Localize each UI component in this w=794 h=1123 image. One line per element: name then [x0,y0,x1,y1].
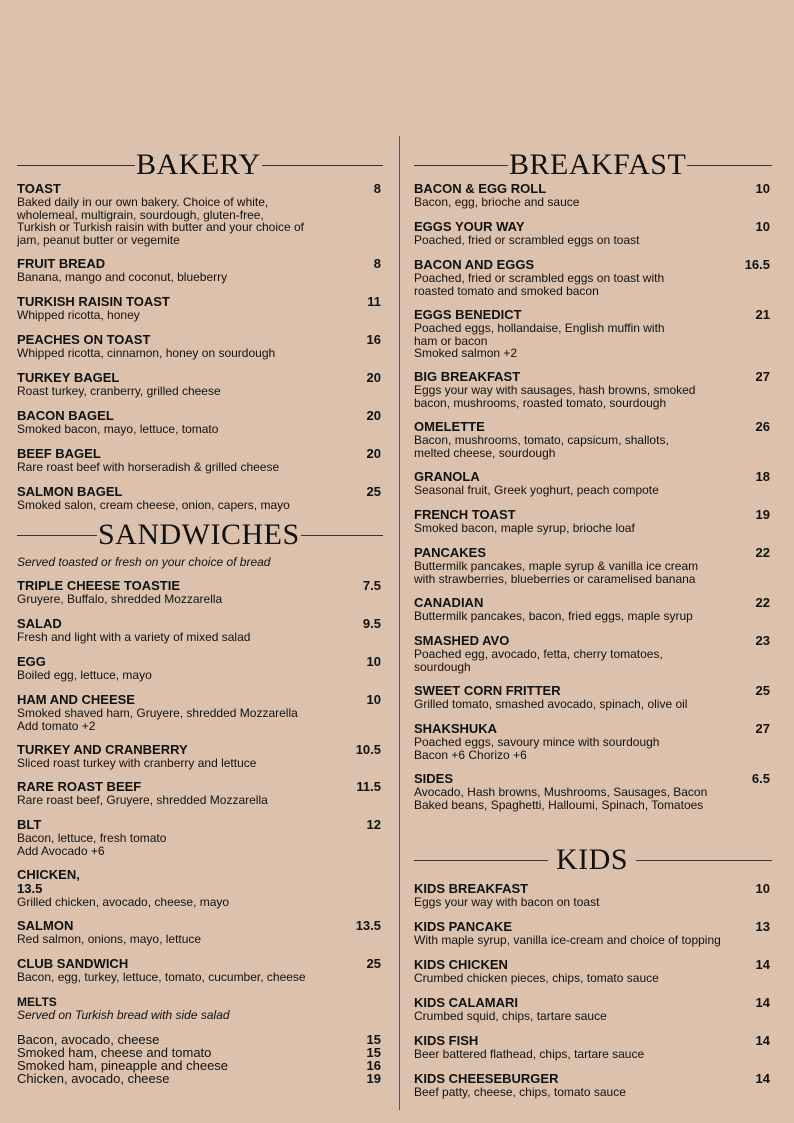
item-description: Sliced roast turkey with cranberry and lettuce [17,756,257,770]
kids-item [414,1072,772,1099]
bakery-item [17,333,383,360]
item-description: Gruyere, Buffalo, shredded Mozzarella [17,592,223,606]
item-description: Beer battered flathead, chips, tartare sauce [414,1047,645,1061]
breakfast-item [414,772,772,811]
item-price: 22 [755,545,770,560]
item-name: TURKEY BAGEL [17,370,120,385]
item-description: Buttermilk pancakes, bacon, fried eggs, maple syrup [414,609,693,623]
item-name: TRIPLE CHEESE TOASTIE [17,578,181,593]
item-description: Poached, fried or scrambled eggs on toast [414,233,640,247]
kids-item [414,1034,772,1061]
item-price: 25 [366,956,381,971]
bakery-item [17,485,383,512]
breakfast-item [414,370,772,409]
item-name: KIDS CALAMARI [414,995,518,1010]
breakfast-item [414,220,772,247]
item-price: 10 [755,181,770,196]
item-name: BIG BREAKFAST [414,369,521,384]
sandwich-item [17,868,383,909]
item-price: 27 [755,369,770,384]
item-name: KIDS CHEESEBURGER [414,1071,559,1086]
item-name: BLT [17,817,42,832]
item-price: 16.5 [744,257,770,272]
item-name: TOAST [17,181,61,196]
item-name: BEEF BAGEL [17,446,101,461]
item-description: Whipped ricotta, honey [17,308,140,322]
melt-name: Bacon, avocado, cheese [17,1032,160,1047]
item-description: Red salmon, onions, mayo, lettuce [17,932,202,946]
item-description: Roast turkey, cranberry, grilled cheese [17,384,221,398]
item-name: SWEET CORN FRITTER [414,683,561,698]
item-description: Boiled egg, lettuce, mayo [17,668,152,682]
item-name: SHAKSHUKA [414,721,498,736]
item-name: CLUB SANDWICH [17,956,129,971]
item-price: 14 [755,957,770,972]
item-price: 23 [755,633,770,648]
item-description: Seasonal fruit, Greek yoghurt, peach compote [414,483,659,497]
item-price: 6.5 [751,771,770,786]
melt-name: Smoked ham, pineapple and cheese [17,1058,229,1073]
breakfast-item [414,308,772,360]
item-price: 7.5 [362,578,381,593]
item-description: Banana, mango and coconut, blueberry [17,270,228,284]
item-name: BACON BAGEL [17,408,114,423]
item-name: TURKISH RAISIN TOAST [17,294,170,309]
item-price: 9.5 [362,616,381,631]
item-name: SALMON [17,918,74,933]
item-description: Beef patty, cheese, chips, tomato sauce [414,1085,626,1099]
item-name: EGGS YOUR WAY [414,219,525,234]
item-price: 21 [755,307,770,322]
kids-item [414,920,772,947]
item-description: Smoked bacon, mayo, lettuce, tomato [17,422,219,436]
kids-heading: KIDS [414,845,772,875]
bakery-item [17,182,383,246]
melts-section [17,995,383,1022]
item-description: Poached eggs, hollandaise, English muffin with ham or bacon Smoked salmon +2 [414,321,665,360]
melts-subtitle: Served on Turkish bread with side salad [17,1008,230,1022]
item-name: EGG [17,654,46,669]
item-name: SMASHED AVO [414,633,510,648]
melt-price: 16 [366,1058,381,1073]
melt-price: 19 [366,1071,381,1086]
melt-items [17,1033,383,1085]
sandwiches-subtitle: Served toasted or fresh on your choice of bread [17,555,271,569]
item-name: CHICKEN, 13.5 [17,867,80,896]
melt-item [17,1072,383,1085]
item-name: SIDES [414,771,454,786]
item-name: KIDS BREAKFAST [414,881,529,896]
item-price: 20 [366,370,381,385]
sandwich-item [17,957,383,984]
breakfast-item [414,722,772,761]
kids-item [414,882,772,909]
item-name: EGGS BENEDICT [414,307,522,322]
bakery-item [17,257,383,284]
item-price: 10 [366,692,381,707]
item-description: Bacon, lettuce, fresh tomato Add Avocado +6 [17,831,167,858]
item-price: 20 [366,408,381,423]
item-name: RARE ROAST BEEF [17,779,142,794]
sandwich-item [17,655,383,682]
item-price: 25 [366,484,381,499]
item-price: 8 [373,181,381,196]
item-price: 10.5 [355,742,381,757]
item-name: HAM AND CHEESE [17,692,135,707]
item-description: Poached, fried or scrambled eggs on toast with roasted tomato and smoked bacon [414,271,665,298]
item-name: FRUIT BREAD [17,256,106,271]
breakfast-item [414,258,772,297]
item-price: 25 [755,683,770,698]
item-description: Smoked bacon, maple syrup, brioche loaf [414,521,635,535]
item-description: Rare roast beef, Gruyere, shredded Mozzarella [17,793,268,807]
breakfast-item [414,684,772,711]
item-description: Crumbed squid, chips, tartare sauce [414,1009,607,1023]
item-price: 14 [755,1033,770,1048]
item-name: PANCAKES [414,545,486,560]
bakery-heading: BAKERY [17,150,383,180]
sandwiches-heading: SANDWICHES [17,520,383,550]
sandwich-item [17,743,383,770]
item-description: Whipped ricotta, cinnamon, honey on sourdough [17,346,276,360]
melt-price: 15 [366,1045,381,1060]
item-price: 20 [366,446,381,461]
item-description: Buttermilk pancakes, maple syrup & vanilla ice cream with strawberries, blueberries or caramelised banana [414,559,699,586]
item-name: KIDS CHICKEN [414,957,508,972]
item-description: Avocado, Hash browns, Mushrooms, Sausages, Bacon Baked beans, Spaghetti, Halloumi, Spinach, Tomatoes [414,785,708,812]
item-description: Poached egg, avocado, fetta, cherry tomatoes, sourdough [414,647,663,674]
item-name: TURKEY AND CRANBERRY [17,742,188,757]
item-price: 22 [755,595,770,610]
breakfast-heading: BREAKFAST [414,150,772,180]
item-price: 14 [755,1071,770,1086]
item-description: Bacon, egg, turkey, lettuce, tomato, cucumber, cheese [17,970,306,984]
bakery-item [17,371,383,398]
item-name: OMELETTE [414,419,485,434]
item-price: 12 [366,817,381,832]
sandwich-item [17,919,383,946]
item-price: 11.5 [356,779,381,794]
kids-item [414,958,772,985]
melt-name: Smoked ham, cheese and tomato [17,1045,212,1060]
breakfast-item [414,182,772,209]
item-name: SALAD [17,616,62,631]
breakfast-item [414,596,772,623]
breakfast-item [414,508,772,535]
item-name: GRANOLA [414,469,480,484]
bakery-item [17,295,383,322]
item-description: Baked daily in our own bakery. Choice of white, wholemeal, multigrain, sourdough, gluten-free, Turkish or Turkish raisin with butter and your choice of jam, peanut butter or vegemite [17,195,305,247]
bakery-item [17,409,383,436]
item-price: 13.5 [355,918,381,933]
item-price: 11 [367,294,381,309]
item-price: 27 [755,721,770,736]
item-description: Poached eggs, savoury mince with sourdough Bacon +6 Chorizo +6 [414,735,660,762]
item-name: KIDS PANCAKE [414,919,512,934]
sandwich-item [17,617,383,644]
item-name: KIDS FISH [414,1033,479,1048]
item-price: 8 [373,256,381,271]
item-price: 19 [755,507,770,522]
item-description: Rare roast beef with horseradish & grilled cheese [17,460,280,474]
item-price: 18 [755,469,770,484]
sandwich-item [17,780,383,807]
item-price: 10 [755,881,770,896]
item-description: Bacon, egg, brioche and sauce [414,195,580,209]
item-name: BACON & EGG ROLL [414,181,547,196]
item-name: BACON AND EGGS [414,257,535,272]
item-name: CANADIAN [414,595,484,610]
breakfast-item [414,546,772,585]
breakfast-item [414,420,772,459]
breakfast-item [414,470,772,497]
item-name: FRENCH TOAST [414,507,516,522]
melt-price: 15 [366,1032,381,1047]
item-description: With maple syrup, vanilla ice-cream and choice of topping [414,933,721,947]
item-description: Grilled chicken, avocado, cheese, mayo [17,895,230,909]
breakfast-item [414,634,772,673]
melt-name: Chicken, avocado, cheese [17,1071,170,1086]
item-price: 14 [755,995,770,1010]
item-price: 10 [755,219,770,234]
item-price: 13 [755,919,770,934]
item-description: Fresh and light with a variety of mixed salad [17,630,251,644]
item-price: 10 [366,654,381,669]
item-description: Bacon, mushrooms, tomato, capsicum, shallots, melted cheese, sourdough [414,433,669,460]
item-description: Grilled tomato, smashed avocado, spinach, olive oil [414,697,688,711]
item-price: 26 [755,419,770,434]
kids-item [414,996,772,1023]
item-description: Eggs your way with bacon on toast [414,895,600,909]
sandwich-item [17,818,383,857]
item-description: Eggs your way with sausages, hash browns, smoked bacon, mushrooms, roasted tomato, sourdough [414,383,696,410]
sandwich-item [17,579,383,606]
item-price: 16 [366,332,381,347]
item-description: Smoked salon, cream cheese, onion, capers, mayo [17,498,290,512]
melts-title: MELTS [17,995,57,1009]
item-description: Smoked shaved ham, Gruyere, shredded Mozzarella Add tomato +2 [17,706,298,733]
bakery-item [17,447,383,474]
sandwich-item [17,693,383,732]
item-name: SALMON BAGEL [17,484,123,499]
item-name: PEACHES ON TOAST [17,332,151,347]
column-divider [399,136,400,1110]
item-description: Crumbed chicken pieces, chips, tomato sauce [414,971,659,985]
